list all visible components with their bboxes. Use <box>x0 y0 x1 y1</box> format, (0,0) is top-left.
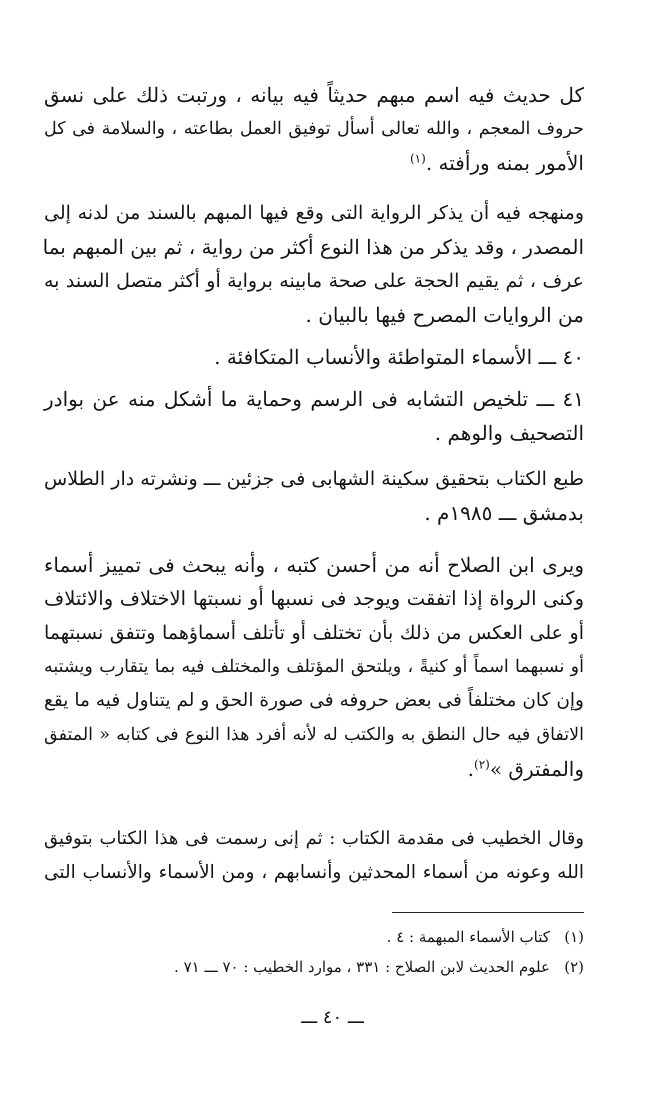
footnote-number: (١) <box>564 928 584 946</box>
numbered-item <box>44 340 584 374</box>
footnote-reference: (١) <box>409 151 426 166</box>
page-number: ـــ ٤٠ ـــ <box>301 1007 364 1028</box>
text-line: كل حديث فيه اسم مبهم حديثاً فيه بيانه ، ورتبت ذلك على نسق <box>44 83 584 107</box>
text-fragment: والمفترق » <box>489 757 584 781</box>
text-line <box>44 146 584 180</box>
text-line: التصحيف والوهم . <box>434 421 584 445</box>
text-line: وقال الخطيب فى مقدمة الكتاب : ثم إنى رسمت فى هذا الكتاب بتوفيق <box>44 828 584 849</box>
footnote-number: (٢) <box>564 958 584 976</box>
text-fragment: الأمور بمنه ورأفته . <box>425 151 584 175</box>
text-line: وكنى الرواة إذا اتفقت ويوجد فى نسبها أو نسبتها الاختلاف والائتلاف <box>44 587 584 610</box>
text-line: الله وعونه من أسماء المحدثين وأنسابهم ، ومن الأسماء والأنساب التى <box>44 862 584 883</box>
footnote-text: علوم الحديث لابن الصلاح : ٣٣١ ، موارد الخطيب : ٧٠ ـــ ٧١ . <box>174 958 550 976</box>
body-paragraph <box>44 548 584 786</box>
numbered-item <box>44 382 584 450</box>
text-line: ٤١ ـــ تلخيص التشابه فى الرسم وحماية ما أشكل منه عن بوادر <box>44 387 584 411</box>
text-line: أو نسبهما اسماً أو كنيةً ، ويلتحق المؤتلف والمختلف فيه بما يتقارب ويشتبه <box>44 657 584 677</box>
text-line: وإن كان مختلفاً فى بعض حروفه فى صورة الحق و لم يتناول فيه ما يقع <box>44 690 584 711</box>
body-paragraph <box>44 822 584 890</box>
footnote-text: كتاب الأسماء المبهمة : ٤ . <box>386 928 550 946</box>
text-line: طبع الكتاب بتحقيق سكينة الشهابى فى جزئين ـــ ونشرته دار الطلاس <box>44 468 584 490</box>
text-line: والمفترق »$^{(٢)}$. <box>467 757 584 781</box>
text-line: الاتفاق فيه حال النطق به والكتب له لأنه أفرد هذا النوع فى كتابه « المتفق <box>44 725 584 745</box>
text-line: حروف المعجم ، والله تعالى أسأل توفيق العمل بطاعته ، والسلامة فى كل <box>44 119 584 139</box>
text-line: ٤٠ ـــ الأسماء المتواطئة والأنساب المتكافئة . <box>214 345 584 369</box>
text-line: ويرى ابن الصلاح أنه من أحسن كتبه ، وأنه يبحث فى تمييز أسماء <box>44 553 584 577</box>
text-line: عرف ، ثم يقيم الحجة على صحة مابينه برواية أو أكثر متصل السند به <box>44 270 584 292</box>
body-paragraph <box>44 196 584 332</box>
body-paragraph <box>44 78 584 180</box>
body-paragraph <box>44 462 584 530</box>
text-line: بدمشق ـــ ١٩٨٥م . <box>424 501 584 525</box>
footnote-reference: (٢) <box>474 757 490 772</box>
text-line: من الروايات المصرح فيها بالبيان . <box>305 303 584 327</box>
footnote-divider <box>392 912 584 913</box>
text-line: ومنهجه فيه أن يذكر الرواية التى وقع فيها المبهم بالسند من لدنه إلى <box>44 202 584 224</box>
footnote <box>387 927 584 947</box>
text-line: أو على العكس من ذلك بأن تختلف أو تأتلف أسماؤهما وتتفق نسبتهما <box>44 622 584 644</box>
text-line: المصدر ، وقد يذكر من هذا النوع أكثر من رواية ، ثم بين المبهم بما <box>42 235 584 259</box>
footnote <box>174 957 584 977</box>
